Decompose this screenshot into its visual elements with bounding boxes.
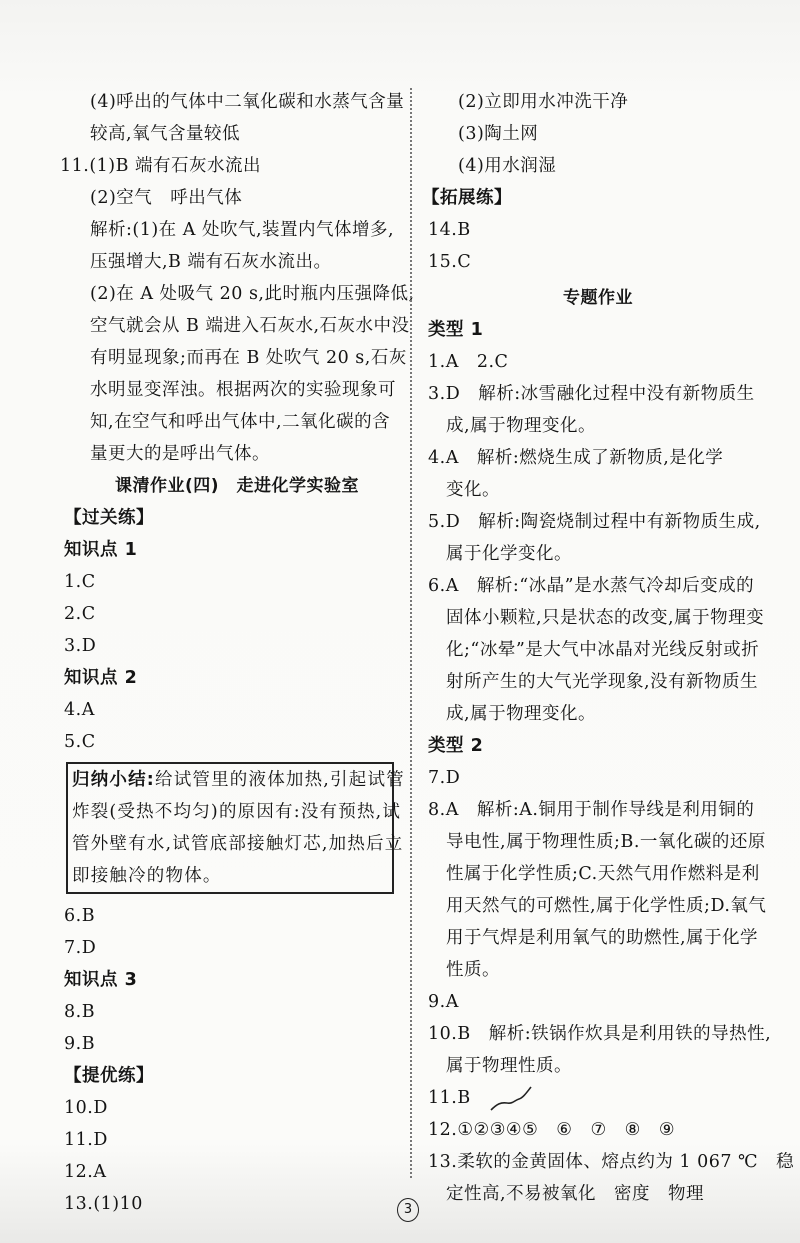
analysis-line: 解析:(1)在 A 处吹气,装置内气体增多, [90, 220, 395, 240]
answer-line: 8.A 解析:A.铜用于制作导线是利用铜的 [428, 800, 755, 820]
type-1-heading: 类型 1 [428, 320, 484, 340]
answer-line: 11.D [64, 1130, 108, 1150]
answer-line: 定性高,不易被氧化 密度 物理 [446, 1184, 705, 1204]
left-column [60, 86, 415, 1220]
answer-line: (2)立即用水冲洗干净 [458, 92, 629, 112]
handwritten-scribble-icon [489, 1086, 533, 1112]
answer-line: (4)呼出的气体中二氧化碳和水蒸气含量 [90, 92, 405, 112]
page-number: 3 [397, 1198, 419, 1222]
answer-line: 5.C [64, 732, 96, 752]
column-divider [410, 88, 412, 1178]
answer-line: 7.D [428, 768, 461, 788]
answer-line: 6.A 解析:“冰晶”是水蒸气冷却后变成的 [428, 576, 755, 596]
answer-line: 14.B [428, 220, 471, 240]
answer-line: (4)用水润湿 [458, 156, 557, 176]
knowledge-point-3-heading: 知识点 3 [64, 970, 138, 990]
section-title: 课清作业(四) 走进化学实验室 [114, 476, 360, 496]
summary-text: 炸裂(受热不均匀)的原因有:没有预热,试 [72, 802, 402, 822]
special-homework-title: 专题作业 [563, 288, 633, 308]
answer-line: 用天然气的可燃性,属于化学性质;D.氧气 [446, 896, 767, 916]
answer-line: 1.A 2.C [428, 352, 509, 372]
answer-line: 12.A [64, 1162, 107, 1182]
answer-line: 3.D 解析:冰雪融化过程中没有新物质生 [428, 384, 755, 404]
answer-line: 较高,氧气含量较低 [90, 124, 241, 144]
knowledge-point-1-heading: 知识点 1 [64, 540, 138, 560]
type-2-heading: 类型 2 [428, 736, 484, 756]
analysis-line: 压强增大,B 端有石灰水流出。 [90, 252, 332, 272]
answer-text: 11.B [428, 1088, 471, 1108]
answer-line: 6.B [64, 906, 96, 926]
answer-line: 12.①②③④⑤ ⑥ ⑦ ⑧ ⑨ [428, 1120, 676, 1140]
answer-line: 化;“冰晕”是大气中冰晶对光线反射或折 [446, 640, 760, 660]
answer-line: 10.B 解析:铁锅作炊具是利用铁的导热性, [428, 1024, 772, 1044]
answer-line: 5.D 解析:陶瓷烧制过程中有新物质生成, [428, 512, 761, 532]
answer-line: 2.C [64, 604, 96, 624]
answer-line: 4.A [64, 700, 95, 720]
analysis-line: 水明显变浑浊。根据两次的实验现象可 [90, 380, 396, 400]
answer-line: 性属于化学性质;C.天然气用作燃料是利 [446, 864, 760, 884]
summary-text: 即接触冷的物体。 [72, 866, 222, 886]
answer-line: 15.C [428, 252, 472, 272]
summary-text: 管外壁有水,试管底部接触灯芯,加热后立 [72, 834, 404, 854]
answer-line: 导电性,属于物理性质;B.一氧化碳的还原 [446, 832, 766, 852]
answer-line: 固体小颗粒,只是状态的改变,属于物理变 [446, 608, 765, 628]
analysis-line: (2)在 A 处吸气 20 s,此时瓶内压强降低, [90, 284, 415, 304]
answer-line: 属于化学变化。 [446, 544, 572, 564]
answer-line: 9.B [64, 1034, 96, 1054]
analysis-line: 知,在空气和呼出气体中,二氧化碳的含 [90, 412, 391, 432]
answer-line: 13.柔软的金黄固体、熔点约为 1 067 ℃ 稳 [428, 1152, 795, 1172]
analysis-line: 空气就会从 B 端进入石灰水,石灰水中没 [90, 316, 410, 336]
answer-line: 变化。 [446, 480, 500, 500]
answer-line: (2)空气 呼出气体 [90, 188, 243, 208]
answer-line: 8.B [64, 1002, 96, 1022]
analysis-line: 有明显现象;而再在 B 处吹气 20 s,石灰 [90, 348, 407, 368]
knowledge-point-2-heading: 知识点 2 [64, 668, 138, 688]
answer-line: 射所产生的大气光学现象,没有新物质生 [446, 672, 759, 692]
answer-line: 10.D [64, 1098, 108, 1118]
analysis-line: 量更大的是呼出气体。 [90, 444, 270, 464]
answer-line: 13.(1)10 [64, 1194, 143, 1214]
right-column [422, 86, 795, 1210]
answer-line [428, 1082, 768, 1114]
improve-practice-heading: 【提优练】 [64, 1066, 154, 1086]
answer-line: (3)陶土网 [458, 124, 539, 144]
answer-line: 1.C [64, 572, 96, 592]
answer-line: 成,属于物理变化。 [446, 416, 597, 436]
summary-text: 给试管里的液体加热,引起试管 [155, 770, 405, 790]
summary-heading: 归纳小结: [72, 770, 155, 790]
answer-line: 成,属于物理变化。 [446, 704, 597, 724]
answer-line: 11.(1)B 端有石灰水流出 [60, 156, 262, 176]
answer-line: 9.A [428, 992, 459, 1012]
answer-line: 7.D [64, 938, 97, 958]
pass-practice-heading: 【过关练】 [64, 508, 154, 528]
answer-line: 4.A 解析:燃烧生成了新物质,是化学 [428, 448, 724, 468]
answer-line: 用于气焊是利用氧气的助燃性,属于化学 [446, 928, 759, 948]
answer-line: 性质。 [446, 960, 500, 980]
answer-line: 3.D [64, 636, 97, 656]
summary-box [66, 762, 405, 894]
extend-practice-heading: 【拓展练】 [422, 188, 512, 208]
answer-line: 属于物理性质。 [446, 1056, 572, 1076]
